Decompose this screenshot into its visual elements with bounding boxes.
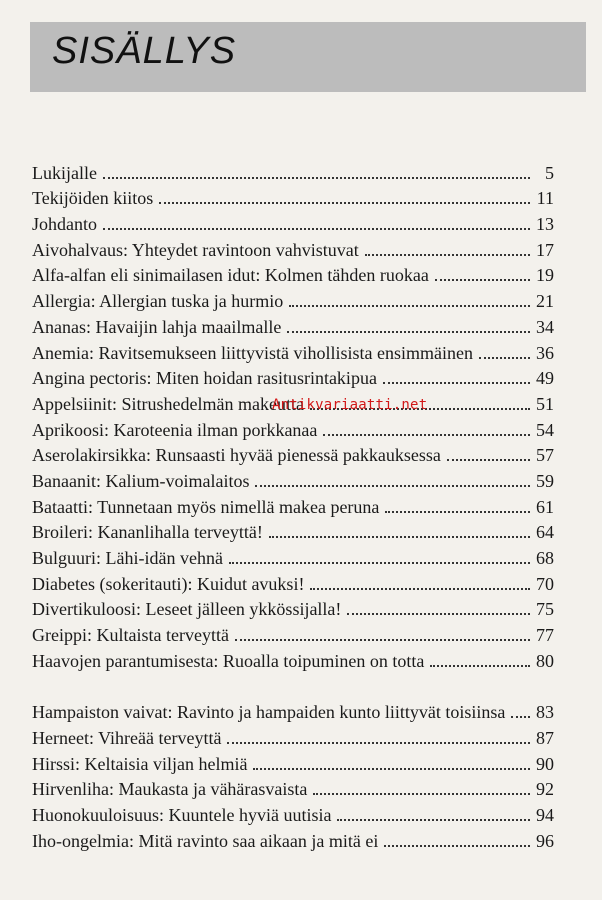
toc-entry: [32, 543, 554, 569]
toc-entry-title: Allergia: Allergian tuska ja hurmio: [32, 291, 284, 312]
toc-entry-title: Hampaiston vaivat: Ravinto ja hampaiden kunto liittyvät toisiinsa: [32, 702, 506, 723]
toc-entry-page: 92: [536, 779, 554, 800]
toc-entry-title: Broileri: Kananlihalla terveyttä!: [32, 522, 263, 543]
dot-leader: [287, 331, 530, 333]
toc-entry-page: 83: [536, 702, 554, 723]
toc-entry: [32, 209, 554, 235]
toc-entry-page: 75: [536, 599, 554, 620]
toc-entry-page: 21: [536, 291, 554, 312]
dot-leader: [323, 434, 530, 436]
toc-entry-page: 11: [536, 188, 554, 209]
toc-entry-title: Huonokuuloisuus: Kuuntele hyviä uutisia: [32, 804, 332, 825]
toc-entry-page: 68: [536, 548, 554, 568]
toc-entry: [32, 672, 554, 723]
toc-entry-title: Banaanit: Kalium-voimalaitos: [32, 470, 250, 491]
toc-entry: [32, 441, 554, 467]
toc-entry-page: 54: [536, 419, 554, 440]
dot-leader: [269, 536, 530, 538]
toc-entry-page: 5: [545, 162, 554, 183]
toc-entry-title: Iho-ongelmia: Mitä ravinto saa aikaan ja mitä ei: [32, 830, 379, 851]
toc-entry: [32, 261, 554, 287]
dot-leader: [385, 511, 530, 513]
toc-entry-page: 64: [536, 522, 554, 543]
dot-leader: [235, 639, 530, 641]
dot-leader: [103, 228, 530, 230]
dot-leader: [159, 202, 530, 204]
dot-leader: [383, 382, 530, 384]
toc-entry-title: Aprikoosi: Karoteenia ilman porkkanaa: [32, 419, 318, 440]
toc-entry-title: Bulguuri: Lähi-idän vehnä: [32, 548, 223, 568]
toc-entry-page: 51: [536, 393, 554, 414]
dot-leader: [255, 485, 530, 487]
toc-entry-page: 87: [536, 727, 554, 748]
toc-entry-page: 59: [536, 470, 554, 491]
toc-entry: [32, 235, 554, 261]
toc-entry: [32, 158, 554, 184]
toc-entry-title: Bataatti: Tunnetaan myös nimellä makea peruna: [32, 496, 380, 517]
toc-entry-page: 90: [536, 753, 554, 774]
toc-entry-title: Haavojen parantumisesta: Ruoalla toipuminen on totta: [32, 650, 425, 671]
toc-entry-page: 17: [536, 239, 554, 260]
dot-leader: [384, 845, 530, 847]
toc-entry-page: 13: [536, 214, 554, 235]
toc-entry: [32, 286, 554, 312]
toc-entry-title: Divertikuloosi: Leseet jälleen ykkössijalla!: [32, 599, 342, 620]
dot-leader: [430, 665, 530, 667]
page-title: SISÄLLYS: [52, 30, 237, 72]
dot-leader: [289, 305, 530, 307]
toc-entry-page: 96: [536, 830, 554, 851]
toc-entry-page: 94: [536, 804, 554, 825]
toc-entry: [32, 775, 554, 801]
dot-leader: [347, 613, 530, 615]
toc-entry-page: 19: [536, 265, 554, 286]
toc-entry-title: Aivohalvaus: Yhteydet ravintoon vahvistuvat: [32, 239, 359, 260]
toc-entry-title: Herneet: Vihreää terveyttä: [32, 727, 222, 748]
watermark: Antikvariaatti.net: [272, 397, 428, 413]
toc-entry-page: 77: [536, 625, 554, 646]
toc-entry-title: Lukijalle: [32, 162, 97, 183]
toc-entry-page: 34: [536, 316, 554, 337]
dot-leader: [447, 459, 530, 461]
toc-entry: [32, 749, 554, 775]
toc-entry: [32, 800, 554, 826]
toc-entry: [32, 312, 554, 338]
dot-leader: [253, 768, 530, 770]
toc-entry-title: Tekijöiden kiitos: [32, 188, 154, 209]
toc-entry: [32, 723, 554, 749]
toc-entry-title: Anemia: Ravitsemukseen liittyvistä vihollisista ensimmäinen: [32, 342, 473, 363]
dot-leader: [313, 793, 530, 795]
dot-leader: [365, 254, 530, 256]
dot-leader: [435, 279, 530, 281]
toc-entry: [32, 826, 554, 852]
dot-leader: [511, 716, 530, 718]
toc-entry-title: Ananas: Havaijin lahja maailmalle: [32, 316, 282, 337]
dot-leader: [310, 588, 530, 590]
toc-entry: [32, 466, 554, 492]
dot-leader: [479, 357, 530, 359]
toc-entry-title: Appelsiinit: Sitrushedelmän makeutta: [32, 393, 304, 414]
toc-entry-title: Aserolakirsikka: Runsaasti hyvää pienessä pakkauksessa: [32, 445, 441, 466]
toc-entry-page: 61: [536, 496, 554, 517]
toc-entry-title: Hirvenliha: Maukasta ja vähärasvaista: [32, 779, 308, 800]
dot-leader: [227, 742, 530, 744]
toc-entry-title: Greippi: Kultaista terveyttä: [32, 625, 229, 646]
toc-entry-page: 70: [536, 573, 554, 594]
toc-entry: [32, 569, 554, 595]
dot-leader: [229, 562, 530, 564]
toc-entry: [32, 492, 554, 518]
toc-entry-title: Johdanto: [32, 214, 97, 235]
toc-entry-title: Diabetes (sokeritauti): Kuidut avuksi!: [32, 573, 305, 594]
toc-entry-page: 80: [536, 650, 554, 671]
toc-entry-title: Hirssi: Keltaisia viljan helmiä: [32, 753, 248, 774]
dot-leader: [103, 177, 530, 179]
toc-entry: [32, 646, 554, 672]
toc-entry-page: 36: [536, 342, 554, 363]
toc-entry: [32, 415, 554, 441]
toc-entry: [32, 364, 554, 390]
toc-entry-title: Alfa-alfan eli sinimailasen idut: Kolmen tähden ruokaa: [32, 265, 429, 286]
dot-leader: [337, 819, 530, 821]
toc-entry-page: 57: [536, 445, 554, 466]
toc-entry: [32, 620, 554, 646]
toc-entry: [32, 184, 554, 210]
toc-entry: [32, 518, 554, 544]
toc-entry: [32, 595, 554, 621]
table-of-contents: [32, 158, 554, 852]
toc-entry-page: 49: [536, 368, 554, 389]
toc-entry: [32, 338, 554, 364]
toc-entry-title: Angina pectoris: Miten hoidan rasitusrintakipua: [32, 368, 377, 389]
